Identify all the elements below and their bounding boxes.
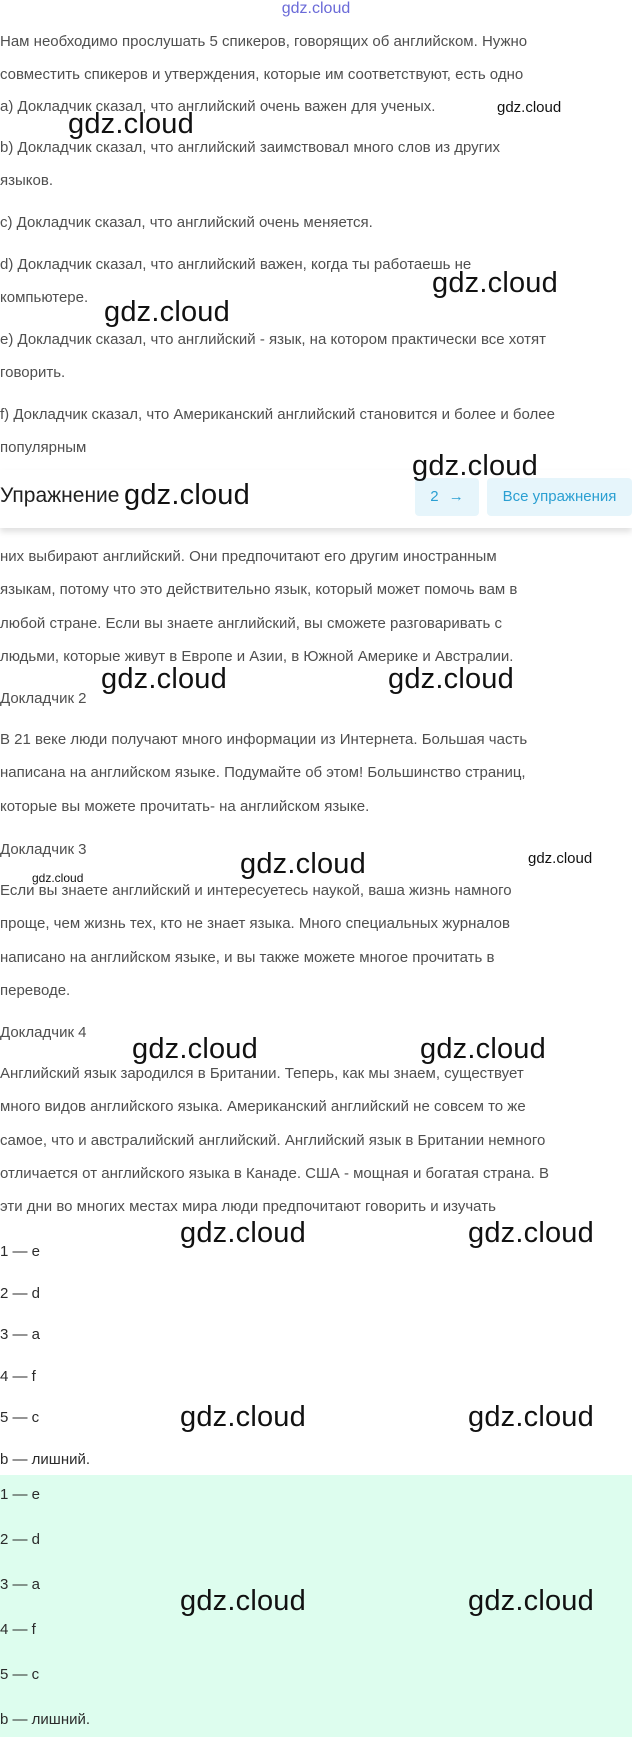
text-line: Английский язык зародился в Британии. Теперь, как мы знаем, существует: [0, 1065, 524, 1082]
text-line: них выбирают английский. Они предпочитают его другим иностранным: [0, 548, 497, 565]
task-line: f) Докладчик сказал, что Американский английский становится и более и более: [0, 406, 555, 423]
task-line: b) Докладчик сказал, что английский заимствовал много слов из других: [0, 139, 501, 156]
text-line: много видов английского языка. Американский английский не совсем то же: [0, 1098, 526, 1115]
task-line: говорить.: [0, 364, 66, 381]
task-line: c) Докладчик сказал, что английский очень меняется.: [0, 214, 373, 231]
speaker-heading: Докладчик 2: [0, 690, 87, 707]
text-line: отличается от английского языка в Канаде. США - мощная и богатая страна. В: [0, 1165, 550, 1182]
answer-item-highlighted: b — лишний.: [0, 1711, 91, 1728]
task-line: совместить спикеров и утверждения, которые им соответствуют, есть одно: [0, 66, 524, 83]
watermark: gdz.cloud: [528, 850, 593, 867]
watermark: gdz.cloud: [420, 1033, 546, 1065]
answer-item-highlighted: 2 — d: [0, 1531, 41, 1548]
all-exercises-label: Все упражнения: [502, 488, 617, 505]
text-line: любой стране. Если вы знаете английский, вы сможете разговаривать с: [0, 615, 502, 632]
text-line: людьми, которые живут в Европе и Азии, в Южной Америке и Австралии.: [0, 648, 514, 665]
answer-item: 4 — f: [0, 1368, 36, 1385]
watermark: gdz.cloud: [101, 663, 227, 695]
watermark: gdz.cloud: [412, 450, 538, 482]
answer-item: 1 — e: [0, 1243, 41, 1260]
task-line: языков.: [0, 172, 53, 189]
watermark: gdz.cloud: [180, 1585, 306, 1617]
watermark: gdz.cloud: [124, 479, 250, 511]
task-line: Нам необходимо прослушать 5 спикеров, говорящих об английском. Нужно: [0, 33, 528, 50]
watermark: gdz.cloud: [240, 848, 366, 880]
answer-item-highlighted: 1 — e: [0, 1486, 41, 1503]
text-line: языкам, потому что это действительно язык, который может помочь вам в: [0, 581, 518, 598]
watermark: gdz.cloud: [68, 108, 194, 140]
text-line: эти дни во многих местах мира люди предпочитают говорить и изучать: [0, 1198, 496, 1215]
speaker-heading: Докладчик 4: [0, 1024, 87, 1041]
text-line: самое, что и австралийский английский. Английский язык в Британии немного: [0, 1132, 546, 1149]
task-line: компьютере.: [0, 289, 89, 306]
exercise-title: Упражнение: [0, 484, 120, 507]
arrow-right-icon: →: [448, 488, 464, 505]
answer-item: 2 — d: [0, 1285, 41, 1302]
watermark: gdz.cloud: [180, 1217, 306, 1249]
text-line: написано на английском языке, и вы также можете многое прочитать в: [0, 949, 495, 966]
text-line: Если вы знаете английский и интересуетесь наукой, ваша жизнь намного: [0, 882, 512, 899]
watermark: gdz.cloud: [432, 267, 558, 299]
text-line: переводе.: [0, 982, 71, 999]
watermark: gdz.cloud: [388, 663, 514, 695]
next-page-button[interactable]: [415, 478, 479, 516]
watermark: gdz.cloud: [468, 1585, 594, 1617]
watermark: gdz.cloud: [497, 99, 562, 116]
all-exercises-button[interactable]: [487, 478, 632, 516]
text-line: написана на английском языке. Подумайте об этом! Большинство страниц,: [0, 764, 526, 781]
answer-item: 3 — a: [0, 1326, 41, 1343]
answer-item: 5 — c: [0, 1409, 40, 1426]
speaker-heading: Докладчик 3: [0, 841, 87, 858]
watermark: gdz.cloud: [468, 1217, 594, 1249]
answer-item-highlighted: 3 — a: [0, 1576, 41, 1593]
watermark: gdz.cloud: [180, 1401, 306, 1433]
watermark-top: gdz.cloud: [281, 0, 351, 17]
text-line: которые вы можете прочитать- на английском языке.: [0, 798, 370, 815]
watermark: gdz.cloud: [104, 296, 230, 328]
text-line: проще, чем жизнь тех, кто не знает языка. Много специальных журналов: [0, 915, 510, 932]
task-line: популярным: [0, 439, 87, 456]
answer-item-highlighted: 5 — c: [0, 1666, 40, 1683]
answer-item: b — лишний.: [0, 1451, 91, 1468]
text-line: В 21 веке люди получают много информации из Интернета. Большая часть: [0, 731, 528, 748]
task-line: a) Докладчик сказал, что английский очень важен для ученых.: [0, 98, 436, 115]
watermark: gdz.cloud: [32, 871, 84, 885]
watermark: gdz.cloud: [468, 1401, 594, 1433]
watermark: gdz.cloud: [132, 1033, 258, 1065]
task-line: e) Докладчик сказал, что английский - язык, на котором практически все хотят: [0, 331, 546, 348]
page-number: 2: [430, 488, 439, 505]
answer-item-highlighted: 4 — f: [0, 1621, 36, 1638]
task-line: d) Докладчик сказал, что английский важен, когда ты работаешь не: [0, 256, 472, 273]
